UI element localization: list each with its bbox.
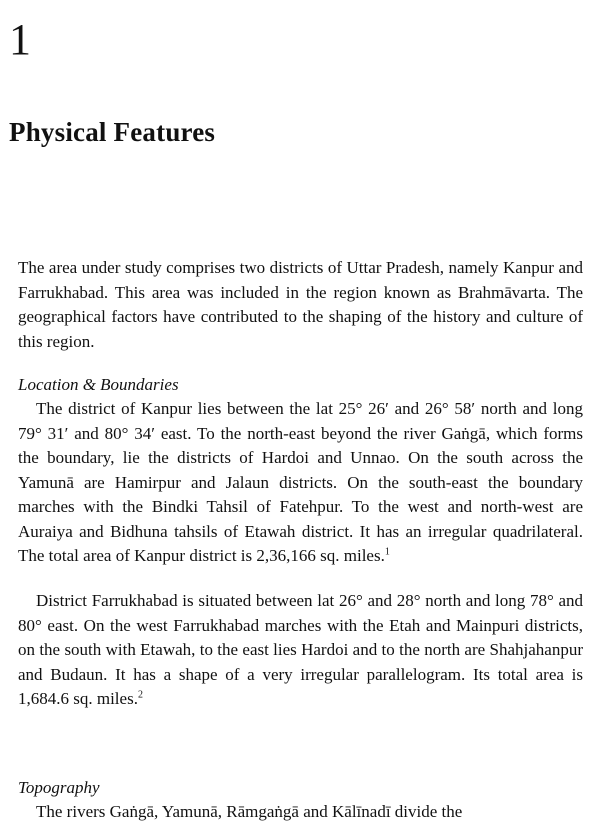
farrukhabad-paragraph-text: District Farrukhabad is situated between lat 26° and 28° north and long 78° and 80° east. On the west Farrukhabad marches with the Etah and Mainpuri districts, on the south with Etawah, to the east lies Hardoi and to the north are Shahjahanpur and Budaun. It has a shape of a very irregular parallelogram. Its total area is 1,684.6 sq. miles. [18,591,583,708]
footnote-marker-2: 2 [137,689,143,701]
topography-heading: Topography [18,778,100,797]
footnote-marker-1: 1 [384,546,390,558]
intro-paragraph: The area under study comprises two districts of Uttar Pradesh, namely Kanpur and Farrukhabad. This area was included in the region known as Brahmāvarta. The geographical factors have contributed to the shaping of the history and culture of this region. [18,258,583,351]
kanpur-paragraph-text: The district of Kanpur lies between the lat 25° 26′ and 26° 58′ north and long 79° 31′ and 80° 34′ east. To the north-east beyond the river Gaṅgā, which forms the boundary, lie the districts of Hardoi and Unnao. On the south across the Yamunā are Hamirpur and Jalaun districts. On the south-east the boundary marches with the Bindki Tahsil of Fatehpur. To the west and north-west are Auraiya and Bidhuna tahsils of Etawah district. It has an irregular quadrilateral. The total area of Kanpur district is 2,36,166 sq. miles. [18,399,583,565]
chapter-number: 1 [9,15,31,64]
location-boundaries-heading: Location & Boundaries [18,375,179,394]
kanpur-paragraph [18,397,583,569]
farrukhabad-paragraph [18,589,583,712]
topography-paragraph: The rivers Gaṅgā, Yamunā, Rāmgaṅgā and Kālīnadī divide the [36,802,463,821]
chapter-title: Physical Features [9,117,216,147]
